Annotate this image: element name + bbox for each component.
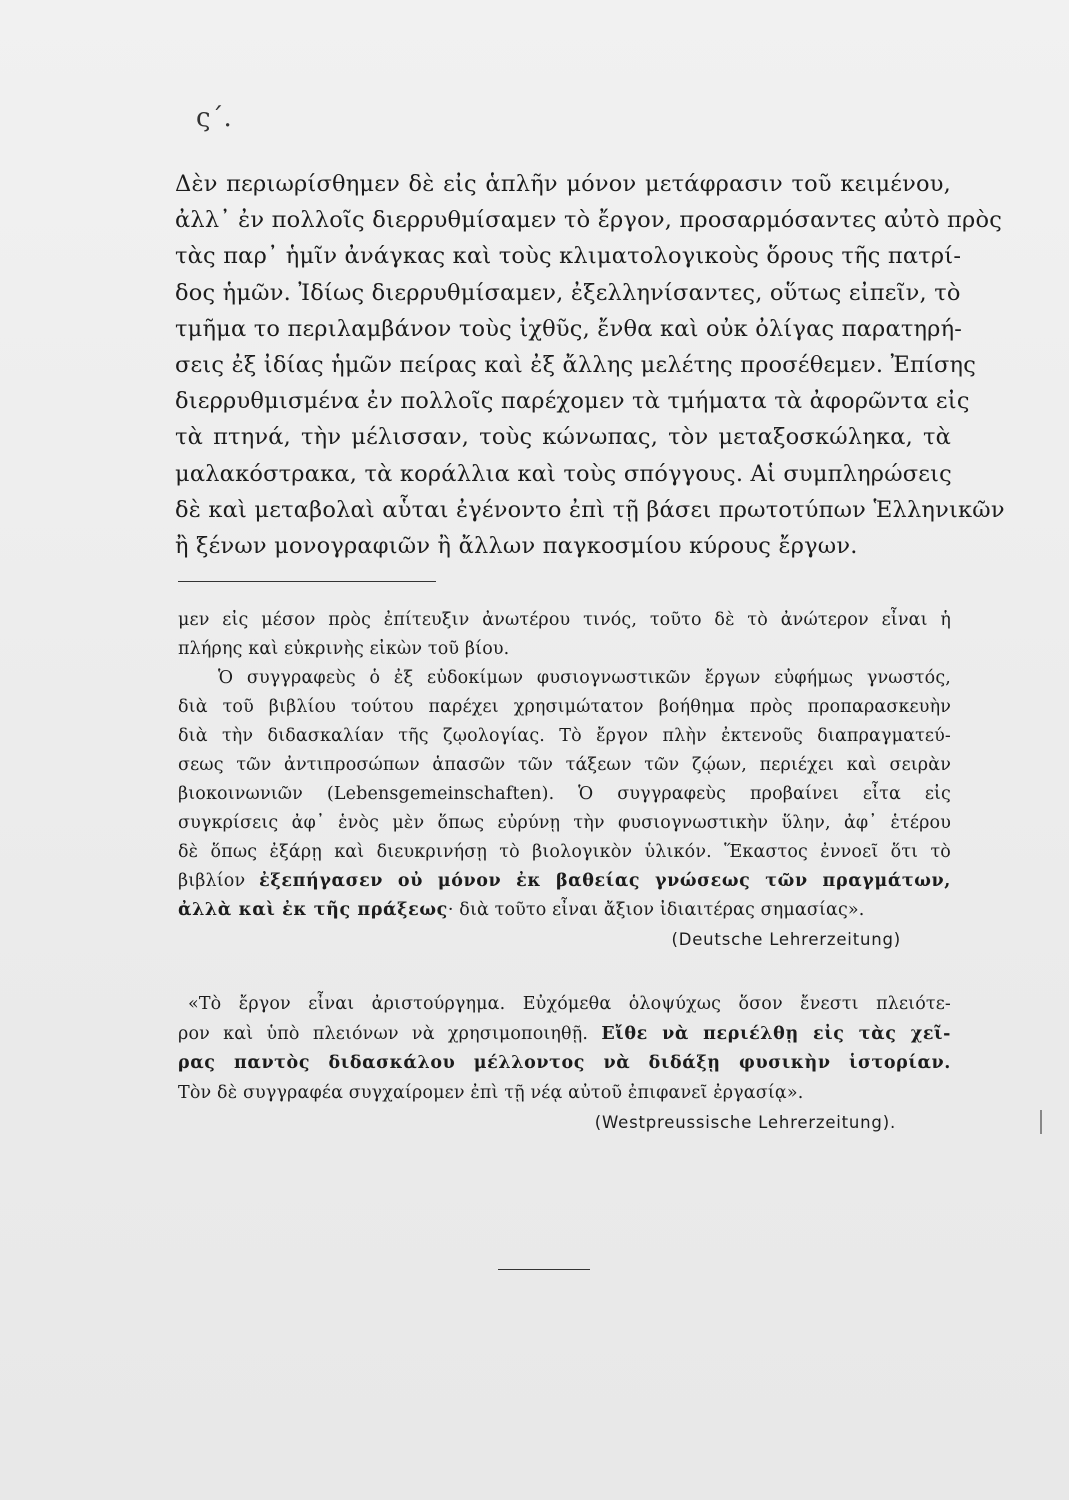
quote-source: (Westpreussische Lehrerzeitung).: [594, 1113, 896, 1132]
page-number: ς΄.: [196, 103, 232, 133]
review-line-start: βιβλίον: [178, 871, 260, 891]
review-line-end: · διὰ τοῦτο εἶναι ἄξιον ἰδιαιτέρας σημασίας».: [447, 900, 865, 920]
quote-bold-text: ρας παντὸς διδασκάλου μέλλοντος νὰ διδάξῃ φυσικὴν ἱστορίαν.: [178, 1053, 951, 1073]
scan-edge-mark: [1040, 1110, 1042, 1134]
end-divider: [498, 1269, 590, 1270]
review-source: (Deutsche Lehrerzeitung): [671, 930, 901, 949]
quote-line: [178, 1049, 951, 1079]
review-line: διὰ τὴν διδασκαλίαν τῆς ζῳολογίας. Τὸ ἔργον πλὴν ἐκτενοῦς διαπραγματεύ-: [178, 726, 951, 746]
main-paragraph: [175, 166, 1005, 564]
review-westpreussische: [178, 990, 951, 1138]
paragraph-line: δος ἡμῶν. Ἰδίως διερρυθμίσαμεν, ἐξελληνίσαντες, οὕτως εἰπεῖν, τὸ: [175, 279, 961, 306]
paragraph-line: τμῆμα το περιλαμβάνον τοὺς ἰχθῦς, ἔνθα καὶ οὐκ ὀλίγας παρατηρή-: [175, 315, 963, 342]
review-line: διὰ τοῦ βιβλίου τούτου παρέχει χρησιμώτατον βοήθημα πρὸς προπαρασκευὴν: [178, 697, 951, 717]
review-line: συγκρίσεις ἀφ᾽ ἑνὸς μὲν ὅπως εὐρύνῃ τὴν φυσιογνωστικὴν ὕλην, ἀφ᾽ ἑτέρου: [178, 813, 951, 833]
review-line: σεως τῶν ἀντιπροσώπων ἁπασῶν τῶν τάξεων τῶν ζῴων, περιέχει καὶ σειρὰν: [178, 755, 951, 775]
review-line: δὲ ὅπως ἐξάρῃ καὶ διευκρινήσῃ τὸ βιολογικὸν ὑλικόν. Ἕκαστος ἐννοεῖ ὅτι τὸ: [178, 842, 951, 862]
paragraph-line: διερρυθμισμένα ἐν πολλοῖς παρέχομεν τὰ τμήματα τὰ ἀφορῶντα εἰς: [175, 388, 970, 415]
review-line: Ὁ συγγραφεὺς ὁ ἐξ εὐδοκίμων φυσιογνωστικῶν ἔργων εὐφήμως γνωστός,: [218, 668, 951, 688]
paragraph-line: ἢ ξένων μονογραφιῶν ἢ ἄλλων παγκοσμίου κύρους ἔργων.: [175, 533, 858, 560]
review-deutsche: [178, 606, 951, 954]
paragraph-line: δὲ καὶ μεταβολαὶ αὗται ἐγένοντο ἐπὶ τῇ βάσει πρωτοτύπων Ἑλληνικῶν: [175, 496, 1005, 523]
quote-line: [178, 1020, 951, 1050]
paragraph-line: μαλακόστρακα, τὰ κοράλλια καὶ τοὺς σπόγγους. Αἱ συμπληρώσεις: [175, 460, 952, 487]
review-line: πλήρης καὶ εὐκρινὴς εἰκὼν τοῦ βίου.: [178, 639, 510, 659]
paragraph-line: ἀλλ᾽ ἐν πολλοῖς διερρυθμίσαμεν τὸ ἔργον, προσαρμόσαντες αὐτὸ πρὸς: [175, 207, 1003, 234]
review-line: [178, 867, 951, 896]
paragraph-line: τὰς παρ᾽ ἡμῖν ἀνάγκας καὶ τοὺς κλιματολογικοὺς ὅρους τῆς πατρί-: [175, 243, 962, 270]
review-line: μεν εἰς μέσον πρὸς ἐπίτευξιν ἀνωτέρου τινός, τοῦτο δὲ τὸ ἀνώτερον εἶναι ἡ: [178, 610, 951, 630]
quote-bold-text: Εἴθε νὰ περιέλθῃ εἰς τὰς χεῖ-: [601, 1023, 951, 1044]
paragraph-line: Δὲν περιωρίσθημεν δὲ εἰς ἁπλῆν μόνον μετάφρασιν τοῦ κειμένου,: [175, 171, 951, 197]
review-bold-text: ἐξεπήγασεν οὐ μόνον ἐκ βαθείας γνώσεως τῶν πραγμάτων,: [259, 871, 951, 891]
review-line: βιοκοινωνιῶν (Lebensgemeinschaften). Ὁ συγγραφεὺς προβαίνει εἶτα εἰς: [178, 784, 951, 804]
quote-line-start: ρον καὶ ὑπὸ πλειόνων νὰ χρησιμοποιηθῇ.: [178, 1023, 602, 1044]
quote-line: «Τὸ ἔργον εἶναι ἀριστούργημα. Εὐχόμεθα ὁλοψύχως ὅσον ἔνεστι πλειότε-: [188, 994, 951, 1014]
review-line: [178, 896, 951, 925]
paragraph-line: σεις ἐξ ἰδίας ἡμῶν πείρας καὶ ἐξ ἄλλης μελέτης προσέθεμεν. Ἐπίσης: [175, 352, 977, 379]
review-bold-text: ἀλλὰ καὶ ἐκ τῆς πράξεως: [178, 900, 448, 920]
paragraph-line: τὰ πτηνά, τὴν μέλισσαν, τοὺς κώνωπας, τὸν μεταξοσκώληκα, τὰ: [175, 424, 951, 451]
footnote-divider: [178, 581, 436, 582]
quote-line: Τὸν δὲ συγγραφέα συγχαίρομεν ἐπὶ τῇ νέᾳ αὐτοῦ ἐπιφανεῖ ἐργασίᾳ».: [178, 1082, 804, 1103]
